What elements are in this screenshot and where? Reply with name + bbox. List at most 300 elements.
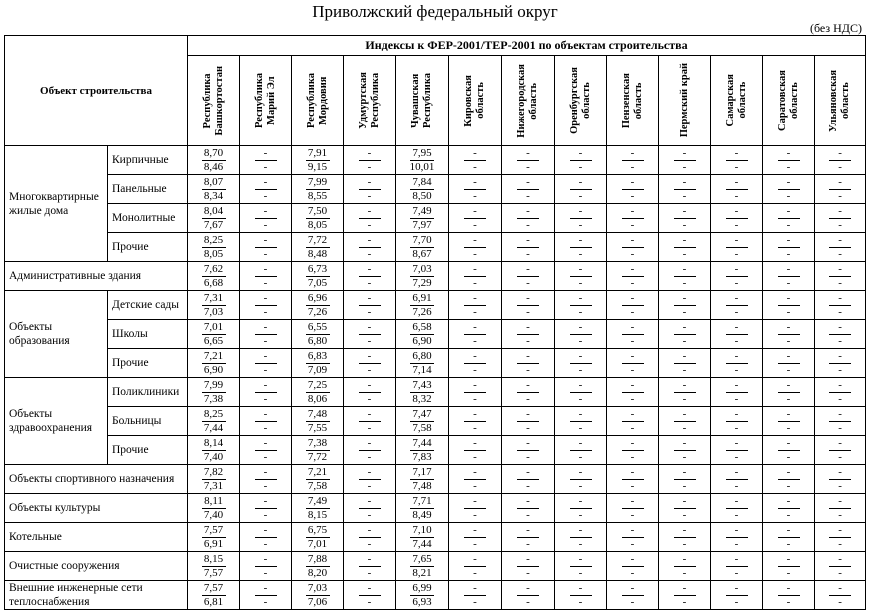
- index-value-ter: -: [786, 595, 791, 608]
- index-cell: [555, 146, 607, 175]
- index-value-ter: -: [473, 566, 477, 579]
- index-value-fer: -: [570, 379, 592, 393]
- region-label: Республика Башкортостан: [201, 65, 225, 136]
- index-cell: [815, 262, 866, 291]
- index-value-fer: -: [255, 553, 277, 567]
- index-cell: [502, 523, 555, 552]
- index-cell: [449, 291, 502, 320]
- index-value-ter: 7,06: [307, 595, 328, 608]
- index-cell: [344, 204, 396, 233]
- index-value-fer: -: [829, 466, 851, 480]
- index-value-ter: 6,93: [412, 595, 432, 608]
- index-cell: [188, 378, 240, 407]
- index-cell: [815, 204, 866, 233]
- object-category: Объекты культуры: [5, 494, 188, 523]
- index-value-fer: 8,70: [202, 147, 226, 161]
- index-value-ter: -: [630, 276, 635, 289]
- index-value-ter: 7,26: [412, 305, 432, 318]
- index-value-ter: 8,20: [307, 566, 328, 579]
- object-subtype: Монолитные: [108, 204, 188, 233]
- index-cell: [607, 552, 659, 581]
- index-value-fer: 7,48: [306, 408, 330, 422]
- index-value-ter: -: [682, 508, 687, 521]
- index-cell: [344, 523, 396, 552]
- object-subtype: Прочие: [108, 436, 188, 465]
- index-value-ter: -: [786, 450, 791, 463]
- index-value-ter: -: [526, 363, 530, 376]
- index-cell: [711, 233, 763, 262]
- index-cell: [502, 465, 555, 494]
- index-value-fer: -: [726, 147, 748, 161]
- region-header-5: [449, 56, 502, 146]
- index-cell: [449, 581, 502, 610]
- index-cell: [502, 436, 555, 465]
- index-cell: [449, 407, 502, 436]
- index-value-fer: 7,72: [306, 234, 330, 248]
- index-value-fer: -: [464, 582, 486, 596]
- index-value-fer: -: [359, 582, 381, 596]
- index-value-fer: -: [359, 321, 381, 335]
- index-value-fer: -: [726, 408, 748, 422]
- index-value-ter: -: [526, 421, 530, 434]
- object-category: Котельные: [5, 523, 188, 552]
- index-cell: [555, 378, 607, 407]
- index-value-fer: -: [829, 437, 851, 451]
- index-value-fer: -: [778, 582, 800, 596]
- index-value-fer: -: [829, 379, 851, 393]
- index-value-ter: -: [473, 276, 477, 289]
- index-value-fer: -: [778, 408, 800, 422]
- index-value-ter: -: [786, 160, 791, 173]
- index-cell: [344, 436, 396, 465]
- index-value-ter: 7,67: [203, 218, 224, 231]
- index-cell: [292, 146, 344, 175]
- index-cell: [659, 204, 711, 233]
- index-value-ter: -: [682, 392, 687, 405]
- index-value-ter: -: [263, 218, 268, 231]
- index-value-fer: -: [570, 524, 592, 538]
- index-value-fer: -: [464, 437, 486, 451]
- index-value-ter: 7,44: [412, 537, 432, 550]
- region-header-1: [240, 56, 292, 146]
- index-value-fer: -: [570, 553, 592, 567]
- index-value-fer: 7,57: [202, 582, 226, 596]
- index-value-fer: -: [255, 379, 277, 393]
- index-cell: [555, 233, 607, 262]
- index-value-fer: -: [517, 205, 539, 219]
- index-value-fer: -: [726, 176, 748, 190]
- object-category: Объекты спортивного назначения: [5, 465, 188, 494]
- vat-note: (без НДС): [809, 21, 862, 35]
- index-value-fer: -: [359, 176, 381, 190]
- region-label: Самарская область: [724, 74, 748, 127]
- index-value-fer: -: [622, 553, 644, 567]
- index-cell: [344, 320, 396, 349]
- index-cell: [344, 233, 396, 262]
- index-value-ter: 6,65: [203, 334, 224, 347]
- index-value-ter: -: [526, 247, 530, 260]
- index-value-ter: -: [367, 305, 372, 318]
- index-value-ter: -: [526, 392, 530, 405]
- index-value-ter: 10,01: [409, 160, 435, 173]
- index-cell: [292, 262, 344, 291]
- index-value-ter: -: [263, 421, 268, 434]
- index-value-fer: 7,84: [410, 176, 434, 190]
- object-column-label: Объект строительства: [40, 84, 152, 97]
- index-cell: [815, 552, 866, 581]
- index-cell: [659, 581, 711, 610]
- index-cell: [344, 552, 396, 581]
- index-value-ter: -: [578, 276, 583, 289]
- index-cell: [711, 349, 763, 378]
- object-subtype: Панельные: [108, 175, 188, 204]
- index-value-fer: 7,31: [202, 292, 226, 306]
- index-cell: [659, 291, 711, 320]
- table-row: [5, 552, 866, 581]
- table-row: [5, 204, 866, 233]
- index-value-fer: -: [517, 553, 539, 567]
- index-value-ter: -: [734, 247, 739, 260]
- index-cell: [815, 146, 866, 175]
- page-title: Приволжский федеральный округ: [312, 2, 558, 21]
- index-cell: [344, 291, 396, 320]
- index-value-ter: -: [526, 595, 530, 608]
- index-value-ter: -: [367, 392, 372, 405]
- index-cell: [815, 233, 866, 262]
- index-value-fer: 7,57: [202, 524, 226, 538]
- index-value-fer: -: [255, 263, 277, 277]
- index-cell: [502, 146, 555, 175]
- index-value-ter: -: [473, 479, 477, 492]
- index-value-ter: -: [682, 421, 687, 434]
- index-column-label: Индексы к ФЕР-2001/ТЕР-2001 по объектам строительства: [365, 38, 688, 52]
- index-value-fer: -: [517, 176, 539, 190]
- index-cell: [659, 494, 711, 523]
- index-cell: [396, 262, 449, 291]
- index-value-fer: -: [829, 176, 851, 190]
- index-value-fer: 8,15: [202, 553, 226, 567]
- index-cell: [449, 262, 502, 291]
- index-value-ter: -: [578, 218, 583, 231]
- index-value-fer: 8,14: [202, 437, 226, 451]
- index-value-ter: 6,90: [203, 363, 224, 376]
- index-cell: [555, 320, 607, 349]
- index-value-ter: -: [367, 160, 372, 173]
- index-cell: [659, 175, 711, 204]
- index-cell: [763, 407, 815, 436]
- index-value-fer: -: [674, 437, 696, 451]
- index-value-fer: -: [359, 147, 381, 161]
- index-value-ter: 6,80: [307, 334, 328, 347]
- index-value-ter: -: [682, 363, 687, 376]
- index-value-fer: -: [517, 495, 539, 509]
- index-cell: [396, 494, 449, 523]
- index-value-fer: -: [517, 379, 539, 393]
- index-cell: [659, 262, 711, 291]
- index-cell: [292, 465, 344, 494]
- index-value-fer: -: [674, 495, 696, 509]
- index-value-ter: -: [786, 276, 791, 289]
- index-value-fer: -: [829, 321, 851, 335]
- index-cell: [763, 465, 815, 494]
- index-cell: [292, 407, 344, 436]
- index-value-ter: -: [526, 276, 530, 289]
- index-value-ter: -: [473, 160, 477, 173]
- region-header-8: [607, 56, 659, 146]
- index-cell: [188, 552, 240, 581]
- index-value-ter: -: [367, 276, 372, 289]
- index-value-fer: 6,58: [410, 321, 434, 335]
- index-cell: [396, 349, 449, 378]
- index-value-ter: -: [682, 479, 687, 492]
- index-value-fer: 7,49: [410, 205, 434, 219]
- index-value-ter: -: [734, 160, 739, 173]
- index-cell: [659, 146, 711, 175]
- index-value-ter: -: [838, 537, 842, 550]
- index-cell: [188, 233, 240, 262]
- index-value-fer: 7,71: [410, 495, 434, 509]
- index-cell: [711, 378, 763, 407]
- index-cell: [240, 465, 292, 494]
- index-value-ter: -: [578, 508, 583, 521]
- index-value-fer: -: [622, 292, 644, 306]
- index-value-ter: -: [630, 479, 635, 492]
- index-value-ter: -: [578, 160, 583, 173]
- index-value-fer: -: [359, 292, 381, 306]
- index-value-ter: -: [734, 305, 739, 318]
- index-value-ter: 9,15: [307, 160, 328, 173]
- index-value-ter: 8,06: [307, 392, 328, 405]
- index-value-ter: -: [838, 595, 842, 608]
- index-value-ter: 8,05: [203, 247, 224, 260]
- index-cell: [292, 233, 344, 262]
- index-value-ter: -: [367, 363, 372, 376]
- index-value-fer: -: [359, 350, 381, 364]
- index-value-ter: 8,34: [203, 189, 224, 202]
- index-cell: [240, 436, 292, 465]
- index-value-ter: -: [473, 305, 477, 318]
- index-cell: [292, 494, 344, 523]
- index-value-fer: 7,21: [202, 350, 226, 364]
- index-value-ter: -: [473, 392, 477, 405]
- index-value-ter: -: [786, 508, 791, 521]
- index-cell: [344, 349, 396, 378]
- index-value-fer: -: [829, 553, 851, 567]
- index-cell: [607, 523, 659, 552]
- index-value-fer: -: [359, 205, 381, 219]
- index-value-fer: 6,96: [306, 292, 330, 306]
- index-value-fer: -: [464, 321, 486, 335]
- index-value-fer: -: [255, 495, 277, 509]
- index-value-ter: 6,81: [203, 595, 224, 608]
- index-value-fer: 7,62: [202, 263, 226, 277]
- index-cell: [502, 233, 555, 262]
- index-value-ter: -: [838, 189, 842, 202]
- index-value-fer: -: [778, 350, 800, 364]
- object-subtype: Больницы: [108, 407, 188, 436]
- index-cell: [555, 407, 607, 436]
- index-value-fer: -: [778, 437, 800, 451]
- index-value-fer: -: [674, 408, 696, 422]
- index-cell: [763, 204, 815, 233]
- index-cell: [555, 552, 607, 581]
- index-value-fer: -: [464, 553, 486, 567]
- index-cell: [344, 262, 396, 291]
- index-value-fer: -: [622, 176, 644, 190]
- index-value-fer: -: [570, 466, 592, 480]
- index-cell: [711, 581, 763, 610]
- index-value-fer: 8,11: [202, 495, 226, 509]
- index-value-ter: -: [367, 189, 372, 202]
- region-header-10: [711, 56, 763, 146]
- index-value-ter: -: [630, 160, 635, 173]
- index-value-fer: -: [359, 466, 381, 480]
- index-value-ter: -: [734, 450, 739, 463]
- index-value-ter: -: [526, 566, 530, 579]
- index-value-fer: -: [829, 292, 851, 306]
- index-cell: [555, 349, 607, 378]
- index-value-ter: 7,48: [412, 479, 432, 492]
- index-value-fer: 7,70: [410, 234, 434, 248]
- index-value-ter: -: [786, 566, 791, 579]
- table-row: [5, 291, 866, 320]
- index-value-ter: 7,44: [203, 421, 224, 434]
- index-value-fer: -: [726, 524, 748, 538]
- index-cell: [344, 465, 396, 494]
- index-value-fer: 7,38: [306, 437, 330, 451]
- index-value-fer: -: [726, 205, 748, 219]
- index-value-ter: -: [367, 508, 372, 521]
- index-cell: [607, 349, 659, 378]
- index-value-ter: -: [473, 595, 477, 608]
- index-value-fer: -: [255, 582, 277, 596]
- index-value-fer: -: [570, 437, 592, 451]
- index-value-fer: -: [674, 524, 696, 538]
- index-value-ter: 8,55: [307, 189, 328, 202]
- index-cell: [763, 233, 815, 262]
- index-value-ter: -: [263, 450, 268, 463]
- index-cell: [396, 146, 449, 175]
- index-cell: [763, 552, 815, 581]
- index-value-ter: -: [838, 479, 842, 492]
- index-cell: [292, 581, 344, 610]
- index-value-ter: 7,58: [307, 479, 328, 492]
- index-value-fer: -: [674, 321, 696, 335]
- index-value-fer: -: [464, 408, 486, 422]
- index-column-header: [188, 36, 866, 56]
- index-value-fer: -: [359, 495, 381, 509]
- index-cell: [555, 262, 607, 291]
- index-value-fer: -: [622, 379, 644, 393]
- index-value-ter: -: [263, 566, 268, 579]
- index-cell: [502, 581, 555, 610]
- index-cell: [292, 523, 344, 552]
- index-value-ter: 7,26: [307, 305, 328, 318]
- index-cell: [240, 320, 292, 349]
- index-cell: [711, 523, 763, 552]
- index-value-ter: -: [786, 421, 791, 434]
- index-value-ter: 8,32: [412, 392, 432, 405]
- object-subtype: Школы: [108, 320, 188, 349]
- index-value-fer: -: [570, 234, 592, 248]
- index-value-ter: -: [578, 450, 583, 463]
- index-value-ter: 8,49: [412, 508, 432, 521]
- index-value-fer: 7,21: [306, 466, 330, 480]
- index-value-fer: 6,83: [306, 350, 330, 364]
- table-row: [5, 581, 866, 610]
- index-cell: [659, 407, 711, 436]
- index-cell: [240, 552, 292, 581]
- index-value-fer: 7,65: [410, 553, 434, 567]
- index-cell: [449, 349, 502, 378]
- index-value-fer: -: [726, 582, 748, 596]
- index-value-fer: -: [255, 147, 277, 161]
- index-value-fer: -: [359, 263, 381, 277]
- index-cell: [763, 320, 815, 349]
- region-label: Саратовская область: [776, 70, 800, 131]
- index-value-ter: 7,03: [203, 305, 224, 318]
- index-value-ter: -: [526, 508, 530, 521]
- index-value-fer: -: [726, 234, 748, 248]
- index-value-fer: -: [255, 321, 277, 335]
- index-value-ter: -: [473, 450, 477, 463]
- table-row: [5, 349, 866, 378]
- index-value-ter: -: [263, 276, 268, 289]
- index-cell: [555, 465, 607, 494]
- index-value-ter: 7,58: [412, 421, 432, 434]
- index-value-fer: -: [517, 582, 539, 596]
- index-value-fer: -: [255, 350, 277, 364]
- index-cell: [607, 436, 659, 465]
- index-value-fer: -: [726, 466, 748, 480]
- index-value-fer: -: [622, 495, 644, 509]
- index-value-ter: 7,57: [203, 566, 224, 579]
- index-cell: [449, 146, 502, 175]
- index-value-ter: -: [734, 479, 739, 492]
- index-cell: [711, 465, 763, 494]
- index-value-fer: -: [255, 437, 277, 451]
- index-value-ter: -: [263, 160, 268, 173]
- index-value-ter: -: [786, 247, 791, 260]
- table-row: [5, 494, 866, 523]
- index-cell: [292, 349, 344, 378]
- index-cell: [240, 175, 292, 204]
- index-cell: [502, 349, 555, 378]
- index-value-ter: 8,21: [412, 566, 432, 579]
- index-cell: [292, 175, 344, 204]
- index-value-ter: -: [682, 160, 687, 173]
- index-value-ter: -: [367, 479, 372, 492]
- object-column-header: [5, 36, 188, 146]
- index-value-fer: -: [255, 205, 277, 219]
- index-value-fer: -: [674, 234, 696, 248]
- index-value-fer: -: [778, 292, 800, 306]
- index-value-ter: -: [473, 421, 477, 434]
- index-cell: [815, 436, 866, 465]
- index-value-fer: -: [726, 437, 748, 451]
- index-value-ter: 8,67: [412, 247, 432, 260]
- index-cell: [711, 146, 763, 175]
- index-value-ter: -: [473, 189, 477, 202]
- index-cell: [815, 378, 866, 407]
- index-value-fer: 6,80: [410, 350, 434, 364]
- index-cell: [815, 175, 866, 204]
- index-value-ter: 6,91: [203, 537, 224, 550]
- index-cell: [188, 262, 240, 291]
- index-value-fer: -: [726, 263, 748, 277]
- region-label: Республика Марий Эл: [253, 73, 277, 128]
- region-header-9: [659, 56, 711, 146]
